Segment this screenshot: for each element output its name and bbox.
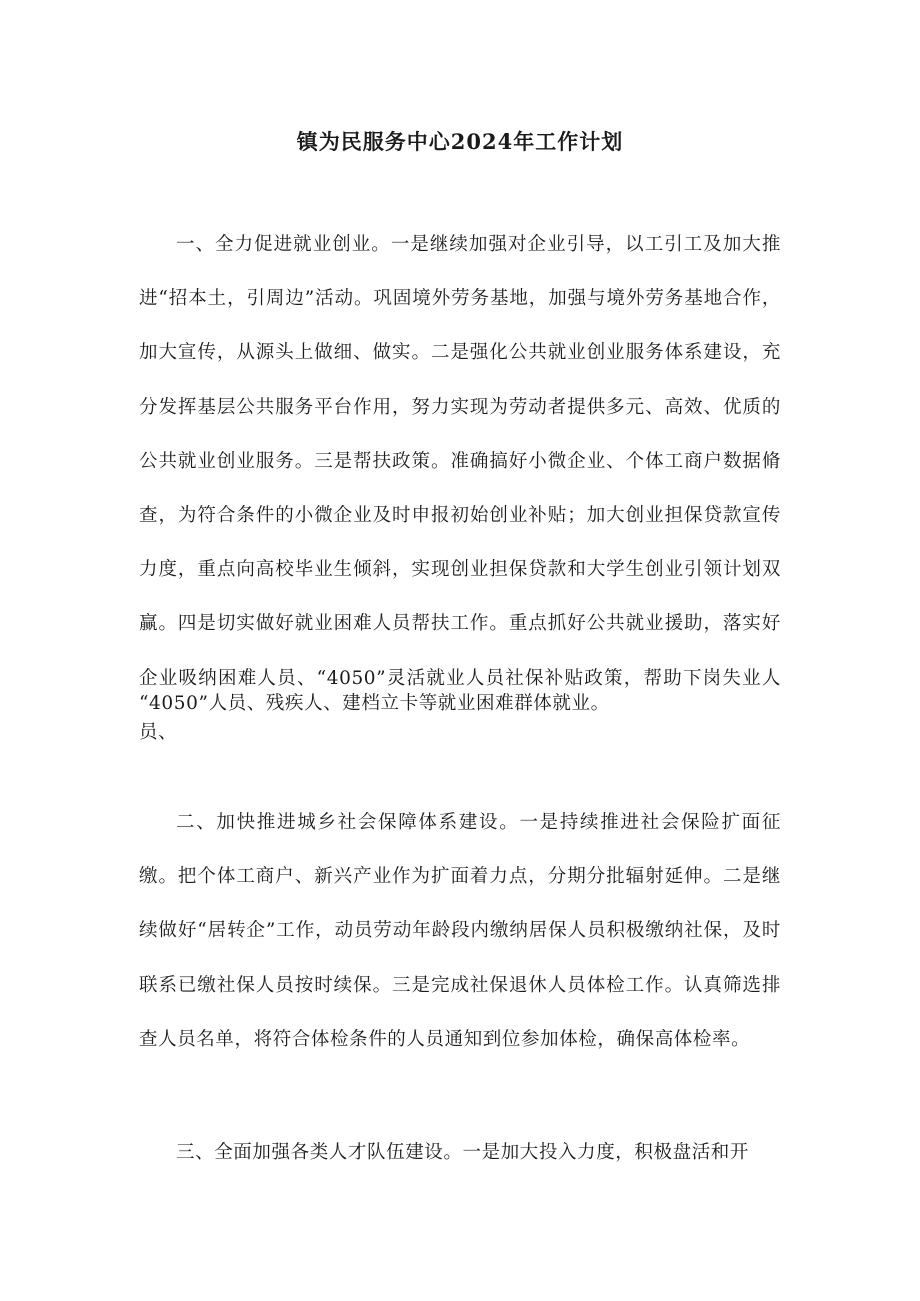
- document-title: 镇为民服务中心2024年工作计划: [296, 129, 624, 154]
- paragraph-employment-continued: “4050”人员、残疾人、建档立卡等就业困难群体就业。: [139, 693, 610, 714]
- paragraph-employment: 一、全力促进就业创业。一是继续加强对企业引导，以工引工及加大推进“招本土，引周边”活动。巩固境外劳务基地，加强与境外劳务基地合作，加大宣传，从源头上做细、做实。二是强化公共就业创业服务体系建设，充分发挥基层公共服务平台作用，努力实现为劳动者提供多元、高效、优质的公共就业创业服务。三是帮扶政策。准确搞好小微企业、个体工商户数据脩查，为符合条件的小微企业及时申报初始创业补贴；加大创业担保贷款宣传力度，重点向高校毕业生倾斜，实现创业担保贷款和大学生创业引领计划双赢。四是切实做好就业困难人员帮扶工作。重点抓好公共就业援助，落实好企业吸纳困难人员、“4050”灵活就业人员社保补贴政策，帮助下岗失业人员、: [139, 234, 781, 743]
- paragraph-talent: 三、全面加强各类人才队伍建设。一是加大投入力度，积极盘活和开: [176, 1142, 750, 1163]
- paragraph-social-security: 二、加快推进城乡社会保障体系建设。一是持续推进社会保险扩面征缴。把个体工商户、新兴产业作为扩面着力点，分期分批辐射延伸。二是继续做好“居转企”工作，动员劳动年龄段内缴纳居保人员积极缴纳社保，及时联系已缴社保人员按时续保。三是完成社保退休人员体检工作。认真筛选排查人员名单，将符合体检条件的人员通知到位参加体检，确保高体检率。: [139, 812, 781, 1050]
